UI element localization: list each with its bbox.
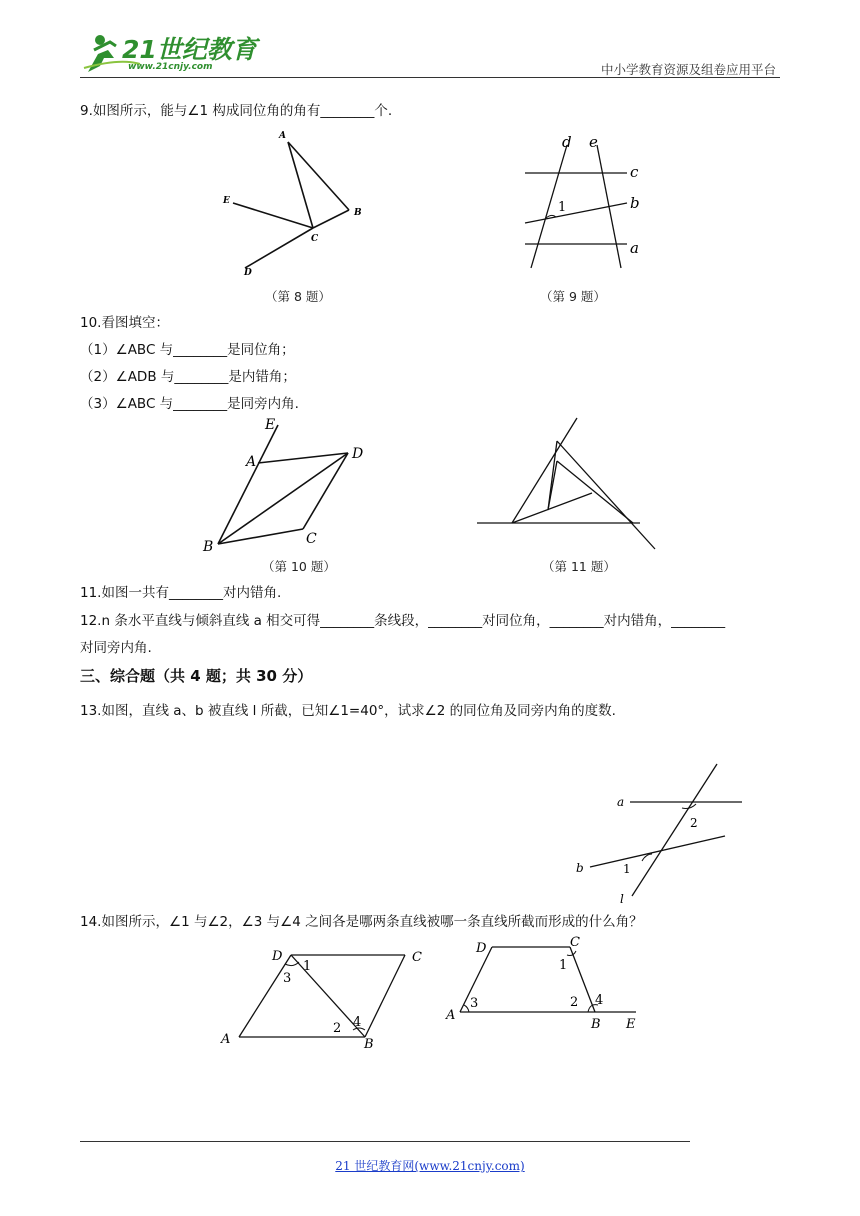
figure-11-caption: （第 11 题） (542, 559, 616, 574)
fig8-label-A: A (279, 131, 286, 141)
question-10-item-2: （2）∠ADB 与________是内错角； (80, 369, 296, 385)
fig13-label-l: l (620, 892, 624, 906)
question-12-line-2: 对同旁内角. (80, 640, 152, 656)
question-10-item-3: （3）∠ABC 与________是同旁内角. (80, 396, 299, 412)
fig8-label-C: C (311, 234, 319, 244)
fig10-label-C: C (306, 531, 317, 547)
fig14b-label-2: 2 (570, 995, 579, 1010)
figure-8-caption: （第 8 题） (265, 289, 331, 304)
question-14: 14.如图所示，∠1 与∠2，∠3 与∠4 之间各是哪两条直线被哪一条直线所截而形成的什么角？ (80, 914, 643, 930)
fig14b-label-B: B (591, 1017, 601, 1032)
fig9-label-angle1: 1 (558, 200, 567, 215)
fig14b-label-4: 4 (595, 993, 604, 1008)
figure-10-caption: （第 10 题） (262, 559, 336, 574)
fig9-label-d: d (562, 133, 572, 151)
figure-10 (200, 415, 380, 555)
fig14a-label-2: 2 (333, 1021, 342, 1036)
fig14b-label-D: D (476, 941, 487, 956)
fig14b-label-1: 1 (559, 958, 568, 973)
fig9-label-e: e (589, 133, 598, 151)
question-11: 11.如图一共有________对内错角. (80, 585, 282, 601)
figure-8 (215, 128, 365, 278)
question-13: 13.如图，直线 a、b 被直线 l 所截，已知∠1=40°，试求∠2 的同位角及同旁内角的度数. (80, 703, 616, 719)
fig10-label-A: A (246, 454, 257, 470)
fig14a-label-4: 4 (353, 1015, 362, 1030)
fig13-label-angle2: 2 (690, 816, 698, 830)
fig14a-label-3: 3 (283, 971, 292, 986)
fig13-label-b: b (576, 861, 584, 875)
fig9-label-c: c (630, 163, 639, 181)
figure-9 (515, 133, 655, 273)
figure-14-b (440, 935, 655, 1035)
fig10-label-B: B (203, 539, 214, 555)
site-tagline: 中小学教育资源及组卷应用平台 (600, 62, 776, 77)
figure-11 (475, 415, 660, 555)
footer-link[interactable]: 21 世纪教育网(www.21cnjy.com) (335, 1159, 525, 1173)
fig14a-label-A: A (221, 1032, 231, 1047)
fig10-label-E: E (265, 417, 276, 433)
question-10-title: 10.看图填空： (80, 315, 169, 331)
fig13-label-angle1: 1 (623, 862, 631, 876)
logo-subtext: www.21cnjy.com (128, 62, 213, 72)
header-divider (80, 77, 780, 78)
figure-13 (570, 760, 750, 910)
fig13-label-a: a (617, 795, 625, 809)
fig14a-label-1: 1 (303, 959, 312, 974)
logo-text: 21世纪教育 (122, 35, 257, 64)
fig14a-label-B: B (364, 1037, 374, 1052)
fig8-label-E: E (223, 196, 230, 206)
fig9-label-a: a (630, 239, 639, 257)
figure-14-a (215, 940, 430, 1055)
fig14b-label-3: 3 (470, 996, 479, 1011)
fig14a-label-D: D (272, 949, 283, 964)
fig9-label-b: b (630, 194, 640, 212)
fig14a-label-C: C (412, 950, 422, 965)
fig14b-label-C: C (570, 935, 580, 950)
fig8-label-D: D (244, 268, 252, 278)
question-10-item-1: （1）∠ABC 与________是同位角； (80, 342, 295, 358)
question-12-line-1: 12.n 条水平直线与倾斜直线 a 相交可得________条线段，________对同位角，________对内错角，________ (80, 613, 726, 629)
footer-divider (80, 1141, 690, 1142)
fig14b-label-E: E (626, 1017, 636, 1032)
fig14b-label-A: A (446, 1008, 456, 1023)
section-3-title: 三、综合题（共 4 题；共 30 分） (80, 667, 313, 685)
figure-9-caption: （第 9 题） (540, 289, 606, 304)
fig8-label-B: B (354, 208, 362, 218)
question-9: 9.如图所示，能与∠1 构成同位角的角有________个. (80, 103, 393, 119)
fig10-label-D: D (352, 446, 364, 462)
